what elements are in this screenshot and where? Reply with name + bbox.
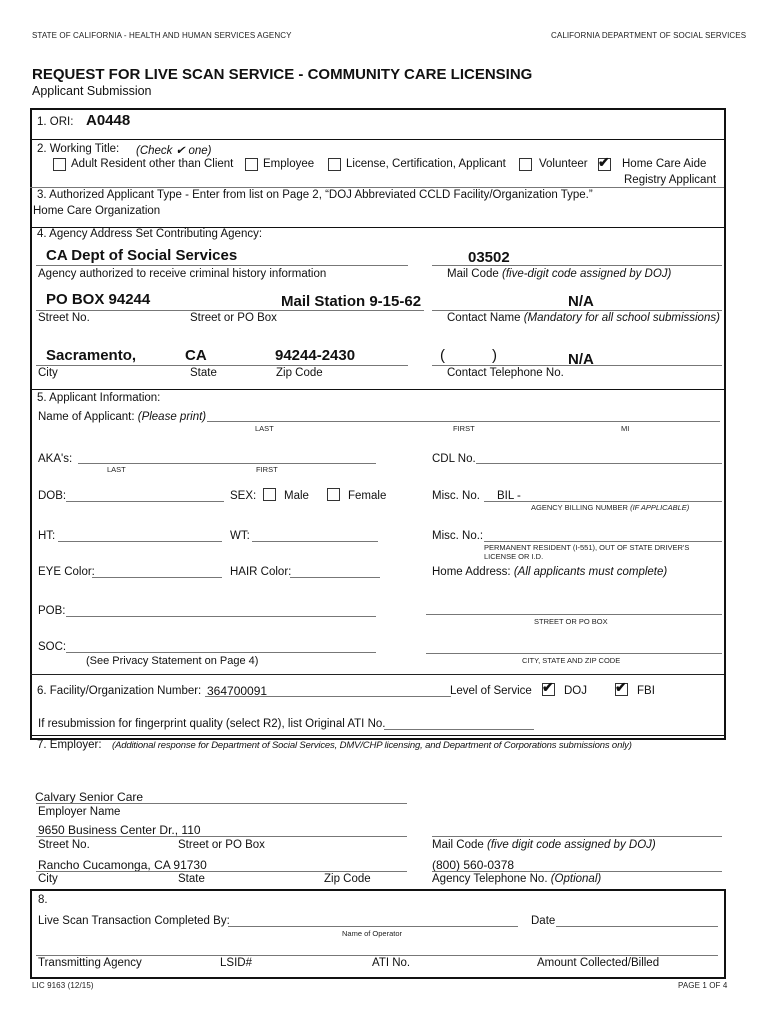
street-no-caption: Street No. <box>38 312 90 324</box>
section-divider <box>30 139 724 140</box>
aka-label: AKA's: <box>38 453 73 465</box>
cdl-label: CDL No. <box>432 453 476 465</box>
mail-code-line <box>432 265 722 266</box>
home-street-caption: STREET OR PO BOX <box>534 617 608 626</box>
transmit-line[interactable] <box>36 955 718 956</box>
female-label: Female <box>348 490 387 502</box>
home-city-line[interactable] <box>426 653 722 654</box>
employer-city-line <box>36 871 407 872</box>
aka-line[interactable] <box>78 463 376 464</box>
phone-value[interactable]: N/A <box>568 351 594 368</box>
mail-code-value[interactable]: 03502 <box>468 249 510 266</box>
facility-number-label: 6. Facility/Organization Number: <box>37 685 202 697</box>
city-value[interactable]: Sacramento, <box>46 347 137 364</box>
agency-phone-line <box>432 871 722 872</box>
employer-name-caption: Employer Name <box>38 806 121 818</box>
cdl-line[interactable] <box>476 463 722 464</box>
hair-color-line[interactable] <box>290 577 380 578</box>
home-street-line[interactable] <box>426 614 722 615</box>
employee-checkbox[interactable] <box>245 158 258 171</box>
doj-check-icon: ✔ <box>542 679 554 695</box>
employer-name-line <box>36 803 407 804</box>
employer-city-value[interactable]: Rancho Cucamonga, CA 91730 <box>38 858 207 872</box>
misc-no2-label: Misc. No.: <box>432 530 484 542</box>
weight-line[interactable] <box>252 541 378 542</box>
agency-caption: Agency authorized to receive criminal history information <box>38 268 327 280</box>
agency-line <box>36 265 408 266</box>
fbi-label: FBI <box>637 685 655 697</box>
dob-label: DOB: <box>38 490 67 502</box>
phone-line <box>432 365 722 366</box>
height-line[interactable] <box>58 541 222 542</box>
street-po-value[interactable]: Mail Station 9-15-62 <box>281 293 422 310</box>
city-line <box>36 365 408 366</box>
form-title: REQUEST FOR LIVE SCAN SERVICE - COMMUNITY CARE LICENSING <box>32 66 533 83</box>
agency-address-label: 4. Agency Address Set Contributing Agency: <box>37 228 263 240</box>
agency-phone-value[interactable]: (800) 560-0378 <box>432 858 515 872</box>
fbi-check-icon: ✔ <box>615 679 627 695</box>
male-label: Male <box>284 490 309 502</box>
misc-no2-caption-1: PERMANENT RESIDENT (I-551), OUT OF STATE DRIVER'S <box>484 543 690 552</box>
zip-value[interactable]: 94244-2430 <box>275 347 356 364</box>
working-title-label: 2. Working Title: <box>37 143 120 155</box>
home-city-caption: CITY, STATE AND ZIP CODE <box>522 656 621 665</box>
agency-header-left: STATE OF CALIFORNIA - HEALTH AND HUMAN SERVICES AGENCY <box>32 31 292 40</box>
misc-no2-caption-2: LICENSE OR I.D. <box>484 552 544 561</box>
transmitting-agency-caption: Transmitting Agency <box>38 957 142 969</box>
completed-by-label: Live Scan Transaction Completed By: <box>38 915 230 927</box>
privacy-note: (See Privacy Statement on Page 4) <box>86 655 259 667</box>
pob-line[interactable] <box>66 616 376 617</box>
employer-mail-line[interactable] <box>432 836 722 837</box>
billing-caption: AGENCY BILLING NUMBER (IF APPLICABLE) <box>531 503 690 512</box>
divider <box>30 187 724 188</box>
misc-no2-line[interactable] <box>484 541 722 542</box>
home-care-label-2: Registry Applicant <box>624 174 717 186</box>
section-8-label: 8. <box>38 894 48 906</box>
form-subtitle: Applicant Submission <box>32 84 152 98</box>
sex-label: SEX: <box>230 490 257 502</box>
agency-name-value[interactable]: CA Dept of Social Services <box>46 247 238 264</box>
home-address-label: Home Address: (All applicants must complete) <box>432 566 668 578</box>
soc-line[interactable] <box>66 652 376 653</box>
facility-number-value[interactable]: 364700091 <box>207 684 268 698</box>
agency-phone-caption: Agency Telephone No. (Optional) <box>432 873 602 885</box>
state-caption: State <box>190 367 217 379</box>
contact-name-value[interactable]: N/A <box>568 293 594 310</box>
lsid-caption: LSID# <box>220 957 252 969</box>
page-number: PAGE 1 OF 4 <box>678 981 728 990</box>
facility-number-line <box>205 696 451 697</box>
employer-mail-caption: Mail Code (five digit code assigned by DOJ) <box>432 839 656 851</box>
last-caption: LAST <box>255 424 274 433</box>
employer-street-line <box>36 836 407 837</box>
license-checkbox[interactable] <box>328 158 341 171</box>
phone-paren-open: ( <box>440 347 445 364</box>
first-caption: FIRST <box>453 424 475 433</box>
soc-label: SOC: <box>38 641 67 653</box>
street-po-caption: Street or PO Box <box>190 312 277 324</box>
employer-hint: (Additional response for Department of Social Services, DMV/CHP licensing, and Department of Corporations submissions only) <box>112 740 632 751</box>
employer-street-caption: Street No. <box>38 839 90 851</box>
ori-label: 1. ORI: <box>37 116 74 128</box>
original-ati-line[interactable] <box>384 729 534 730</box>
divider <box>30 674 724 675</box>
operator-line[interactable] <box>228 926 518 927</box>
eye-color-label: EYE Color: <box>38 566 95 578</box>
resubmission-label: If resubmission for fingerprint quality (select R2), list Original ATI No. <box>38 718 386 730</box>
female-checkbox[interactable] <box>327 488 340 501</box>
form-number: LIC 9163 (12/15) <box>32 981 94 990</box>
city-caption: City <box>38 367 58 379</box>
section-divider <box>30 389 724 390</box>
state-value[interactable]: CA <box>185 347 207 364</box>
contact-line <box>432 310 722 311</box>
weight-label: WT: <box>230 530 250 542</box>
zip-caption: Zip Code <box>276 367 323 379</box>
employer-city-caption: City <box>38 873 58 885</box>
adult-resident-label: Adult Resident other than Client <box>71 158 234 170</box>
employer-street-value[interactable]: 9650 Business Center Dr., 110 <box>38 823 201 837</box>
applicant-info-label: 5. Applicant Information: <box>37 392 161 404</box>
agency-header-right: CALIFORNIA DEPARTMENT OF SOCIAL SERVICES <box>551 31 747 40</box>
hair-color-label: HAIR Color: <box>230 566 292 578</box>
employer-street-po-caption: Street or PO Box <box>178 839 265 851</box>
applicant-name-line[interactable] <box>207 421 720 422</box>
ori-value[interactable]: A0448 <box>86 112 131 129</box>
phone-caption: Contact Telephone No. <box>447 367 564 379</box>
volunteer-checkbox[interactable] <box>519 158 532 171</box>
working-title-hint: (Check ✔ one) <box>136 145 212 157</box>
male-checkbox[interactable] <box>263 488 276 501</box>
operator-caption: Name of Operator <box>342 929 403 938</box>
employer-name-value[interactable]: Calvary Senior Care <box>35 790 144 804</box>
height-label: HT: <box>38 530 56 542</box>
misc-no-line <box>484 501 722 502</box>
street-line <box>36 310 424 311</box>
applicant-type-value[interactable]: Home Care Organization <box>33 205 161 217</box>
misc-no-label: Misc. No. <box>432 490 480 502</box>
employee-label: Employee <box>263 158 315 170</box>
phone-paren-close: ) <box>492 347 497 364</box>
section-divider <box>30 735 724 736</box>
home-care-label: Home Care Aide <box>622 158 707 170</box>
employer-state-caption: State <box>178 873 205 885</box>
employer-label: 7. Employer: <box>37 739 102 751</box>
applicant-type-label: 3. Authorized Applicant Type - Enter from list on Page 2, “DOJ Abbreviated CCLD Facility/Organization Type.” <box>37 189 593 201</box>
contact-caption: Contact Name (Mandatory for all school submissions) <box>447 312 720 324</box>
home-care-check-icon: ✔ <box>598 154 610 170</box>
ati-caption: ATI No. <box>372 957 411 969</box>
date-label: Date <box>531 915 556 927</box>
adult-resident-checkbox[interactable] <box>53 158 66 171</box>
aka-last-caption: LAST <box>107 465 126 474</box>
date-line[interactable] <box>556 926 718 927</box>
amount-caption: Amount Collected/Billed <box>537 957 660 969</box>
employer-zip-caption: Zip Code <box>324 873 371 885</box>
mail-code-caption: Mail Code (five-digit code assigned by DOJ) <box>447 268 672 280</box>
eye-color-line[interactable] <box>92 577 222 578</box>
license-label: License, Certification, Applicant <box>346 158 506 170</box>
street-no-value[interactable]: PO BOX 94244 <box>46 291 151 308</box>
volunteer-label: Volunteer <box>539 158 588 170</box>
applicant-name-label: Name of Applicant: (Please print) <box>38 411 207 423</box>
dob-line[interactable] <box>66 501 224 502</box>
aka-first-caption: FIRST <box>256 465 278 474</box>
mi-caption: MI <box>621 424 630 433</box>
misc-no-value[interactable]: BIL - <box>497 490 521 502</box>
pob-label: POB: <box>38 605 66 617</box>
level-of-service-label: Level of Service <box>450 685 532 697</box>
doj-label: DOJ <box>564 685 587 697</box>
